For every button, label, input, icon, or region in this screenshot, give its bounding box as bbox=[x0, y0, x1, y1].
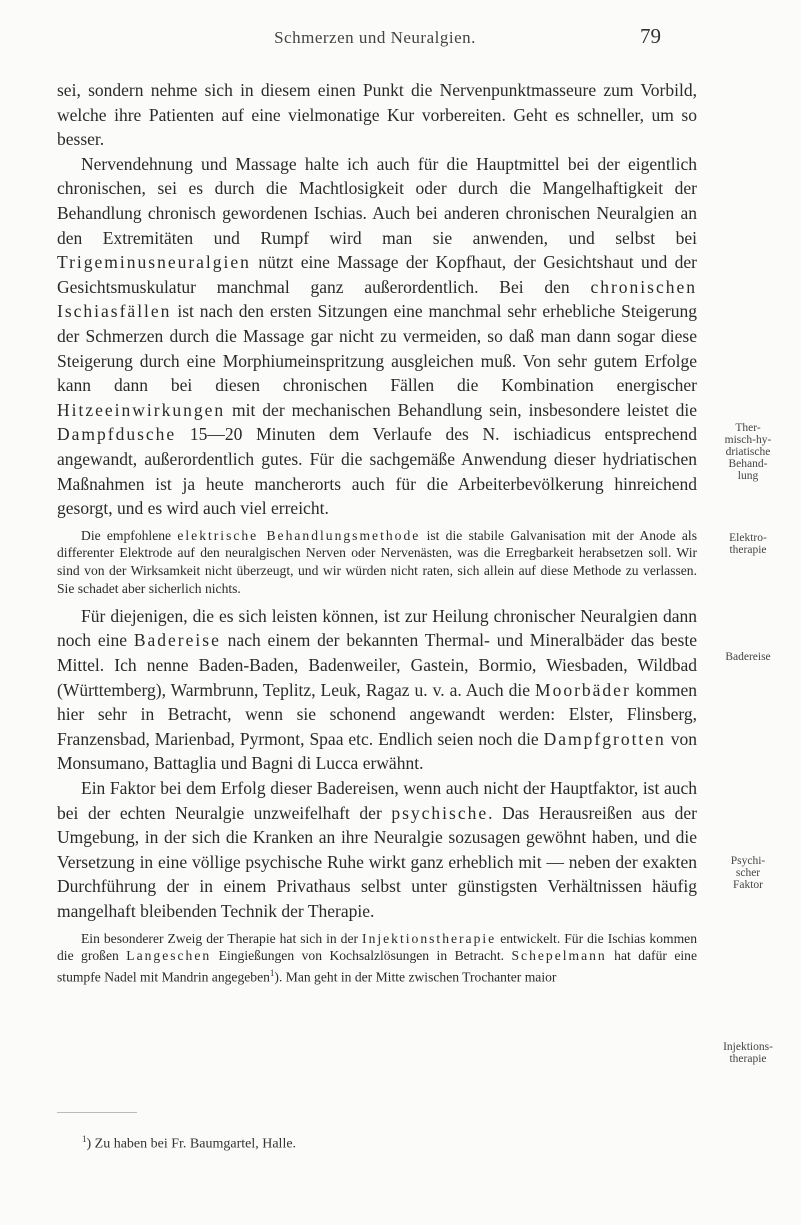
paragraph bbox=[57, 78, 697, 152]
paragraph bbox=[57, 776, 697, 924]
text-run: ist nach den ersten Sitzungen eine manchmal sehr erhebliche Steigerung der Schmerzen durch die Massage gar nicht zu vermeiden, so daß man dann sogar diese Steigerung durch eine Morphiumeinspritzung ausgleichen muß. Von sehr gutem Erfolge kann dann bei diesen chronischen Fällen die Kombination energischer bbox=[57, 301, 697, 396]
page-number: 79 bbox=[640, 24, 661, 48]
margin-note-injection: Injektions- therapie bbox=[723, 1041, 773, 1065]
footnote bbox=[82, 1134, 296, 1153]
text-run: ). Man geht in der Mitte zwischen Trochanter maior bbox=[274, 969, 557, 985]
text-run: nützt eine Massage der Kopfhaut, der Gesichtshaut und der Gesichtsmuskulatur manchmal ganz außerordentlich. Bei den bbox=[57, 252, 697, 297]
margin-note-psych: Psychi- scher Faktor bbox=[730, 855, 766, 891]
spaced-term: Moorbäder bbox=[535, 679, 631, 700]
spaced-term: elektrische Behandlungsmethode bbox=[177, 527, 421, 543]
margin-note-bath: Badereise bbox=[725, 651, 771, 663]
text-run: entwickelt. Für die Ischias kommen die großen bbox=[57, 930, 698, 964]
text-run: sei, sondern nehme sich in diesem einen Punkt die Nervenpunktmasseure zum Vorbild, welche ihre Patienten auf eine vielmonatige Kur vorbereiten. Geht es schneller, um so besser. bbox=[57, 80, 697, 150]
text-run: 15—20 Minuten dem Verlaufe des N. ischiadicus entsprechend angewandt, außerordentlich gutes. Für die sachgemäße Anwendung dieser hydriatischen Maßnahmen ist ja heute mancherorts auch für die Arbeiterbevölkerung hinreichend gesorgt, und es wird auch viel erreicht. bbox=[57, 424, 697, 519]
margin-note-hydriatic: Ther- misch-hy- driatische Behand- lung bbox=[724, 422, 772, 482]
footnote-text: ) Zu haben bei Fr. Baumgartel, Halle. bbox=[86, 1136, 297, 1152]
spaced-term: Dampfgrotten bbox=[543, 728, 666, 749]
text-run: ist die stabile Galvanisation mit der Anode als differenter Elektrode auf den neuralgischen Nerven oder Nervenästen, was die Erregbarkeit herabsetzen soll. Wir sind von der Wirksamkeit nicht überzeugt, und wir würden nicht raten, sich allein auf diese Methode zu verlassen. Sie schadet aber sicherlich nichts. bbox=[57, 527, 697, 597]
text-run: Eingießungen von Kochsalzlösungen in Betracht. bbox=[211, 948, 512, 964]
text-run: von Monsumano, Battaglia und Bagni di Lucca erwähnt. bbox=[57, 728, 697, 774]
paragraph bbox=[57, 604, 697, 776]
spaced-term: Badereise bbox=[133, 630, 221, 651]
text-run: kommen hier sehr in Betracht, wenn sie schonend angewandt werden: Elster, Flinsberg, Franzensbad, Marienbad, Pyrmont, Spaa etc. Endlich seien noch die bbox=[57, 679, 697, 749]
text-run: Nervendehnung und Massage halte ich auch für die Hauptmittel bei der eigentlich chronischen, sei es durch die Machtlosigkeit oder durch die Mangelhaftigkeit der Behandlung chronisch gewordenen Ischias. Auch bei anderen chronischen Neuralgien an den Extremitäten und Rumpf wird man sie anwenden, und selbst bei bbox=[57, 153, 697, 248]
paragraph-small bbox=[57, 527, 697, 598]
text-run: Die empfohlene bbox=[81, 527, 178, 543]
paragraph bbox=[57, 152, 697, 521]
running-head: Schmerzen und Neuralgien. bbox=[274, 28, 476, 47]
spaced-term: Hitzeeinwirkungen bbox=[57, 399, 226, 420]
text-run: . Das Herausreißen aus der Umgebung, in der sich die Kranken an ihre Neuralgie sozusagen gewöhnt haben, und die Versetzung in eine völlige psychische Ruhe wirkt ganz erheblich mit — neben der exakten Durchführung der in einem Privathaus selbst unter günstigsten Verhältnissen häufig mangelhaft bleibenden Technik der Therapie. bbox=[57, 802, 697, 921]
spaced-term: Schepelmann bbox=[511, 948, 607, 964]
text-run: Für diejenigen, die es sich leisten können, ist zur Heilung chronischer Neuralgien dann noch eine bbox=[57, 605, 697, 651]
paragraph-small bbox=[57, 930, 697, 987]
text-run: Ein besonderer Zweig der Therapie hat sich in der bbox=[81, 930, 363, 946]
text-run: hat dafür eine stumpfe Nadel mit Mandrin angegeben bbox=[57, 948, 698, 985]
spaced-term: psychische bbox=[391, 802, 489, 823]
footnote-mark: 1 bbox=[82, 1134, 87, 1144]
text-run: mit der mechanischen Behandlung sein, insbesondere leistet die bbox=[225, 399, 697, 420]
margin-note-electro: Elektro- therapie bbox=[729, 532, 767, 556]
text-run: nach einem der bekannten Thermal- und Mineralbäder das beste Mittel. Ich nenne Baden-Baden, Badenweiler, Gastein, Bormio, Wiesbaden, Wildbad (Württemberg), Warmbrunn, Teplitz, Leuk, Ragaz u. v. a. Auch die bbox=[57, 630, 697, 700]
footnote-ref: 1 bbox=[269, 968, 275, 979]
main-text bbox=[57, 78, 697, 993]
spaced-term: Langeschen bbox=[126, 948, 212, 964]
spaced-term: Dampfdusche bbox=[57, 424, 177, 445]
footnote-divider bbox=[57, 1112, 137, 1113]
spaced-term: chronischen Ischiasfällen bbox=[57, 276, 697, 322]
text-run: Ein Faktor bei dem Erfolg dieser Badereisen, wenn auch nicht der Hauptfaktor, ist auch bei der echten Neuralgie unzweifelhaft der bbox=[57, 778, 697, 823]
spaced-term: Trigeminusneuralgien bbox=[57, 252, 251, 273]
spaced-term: Injektionstherapie bbox=[362, 930, 497, 946]
